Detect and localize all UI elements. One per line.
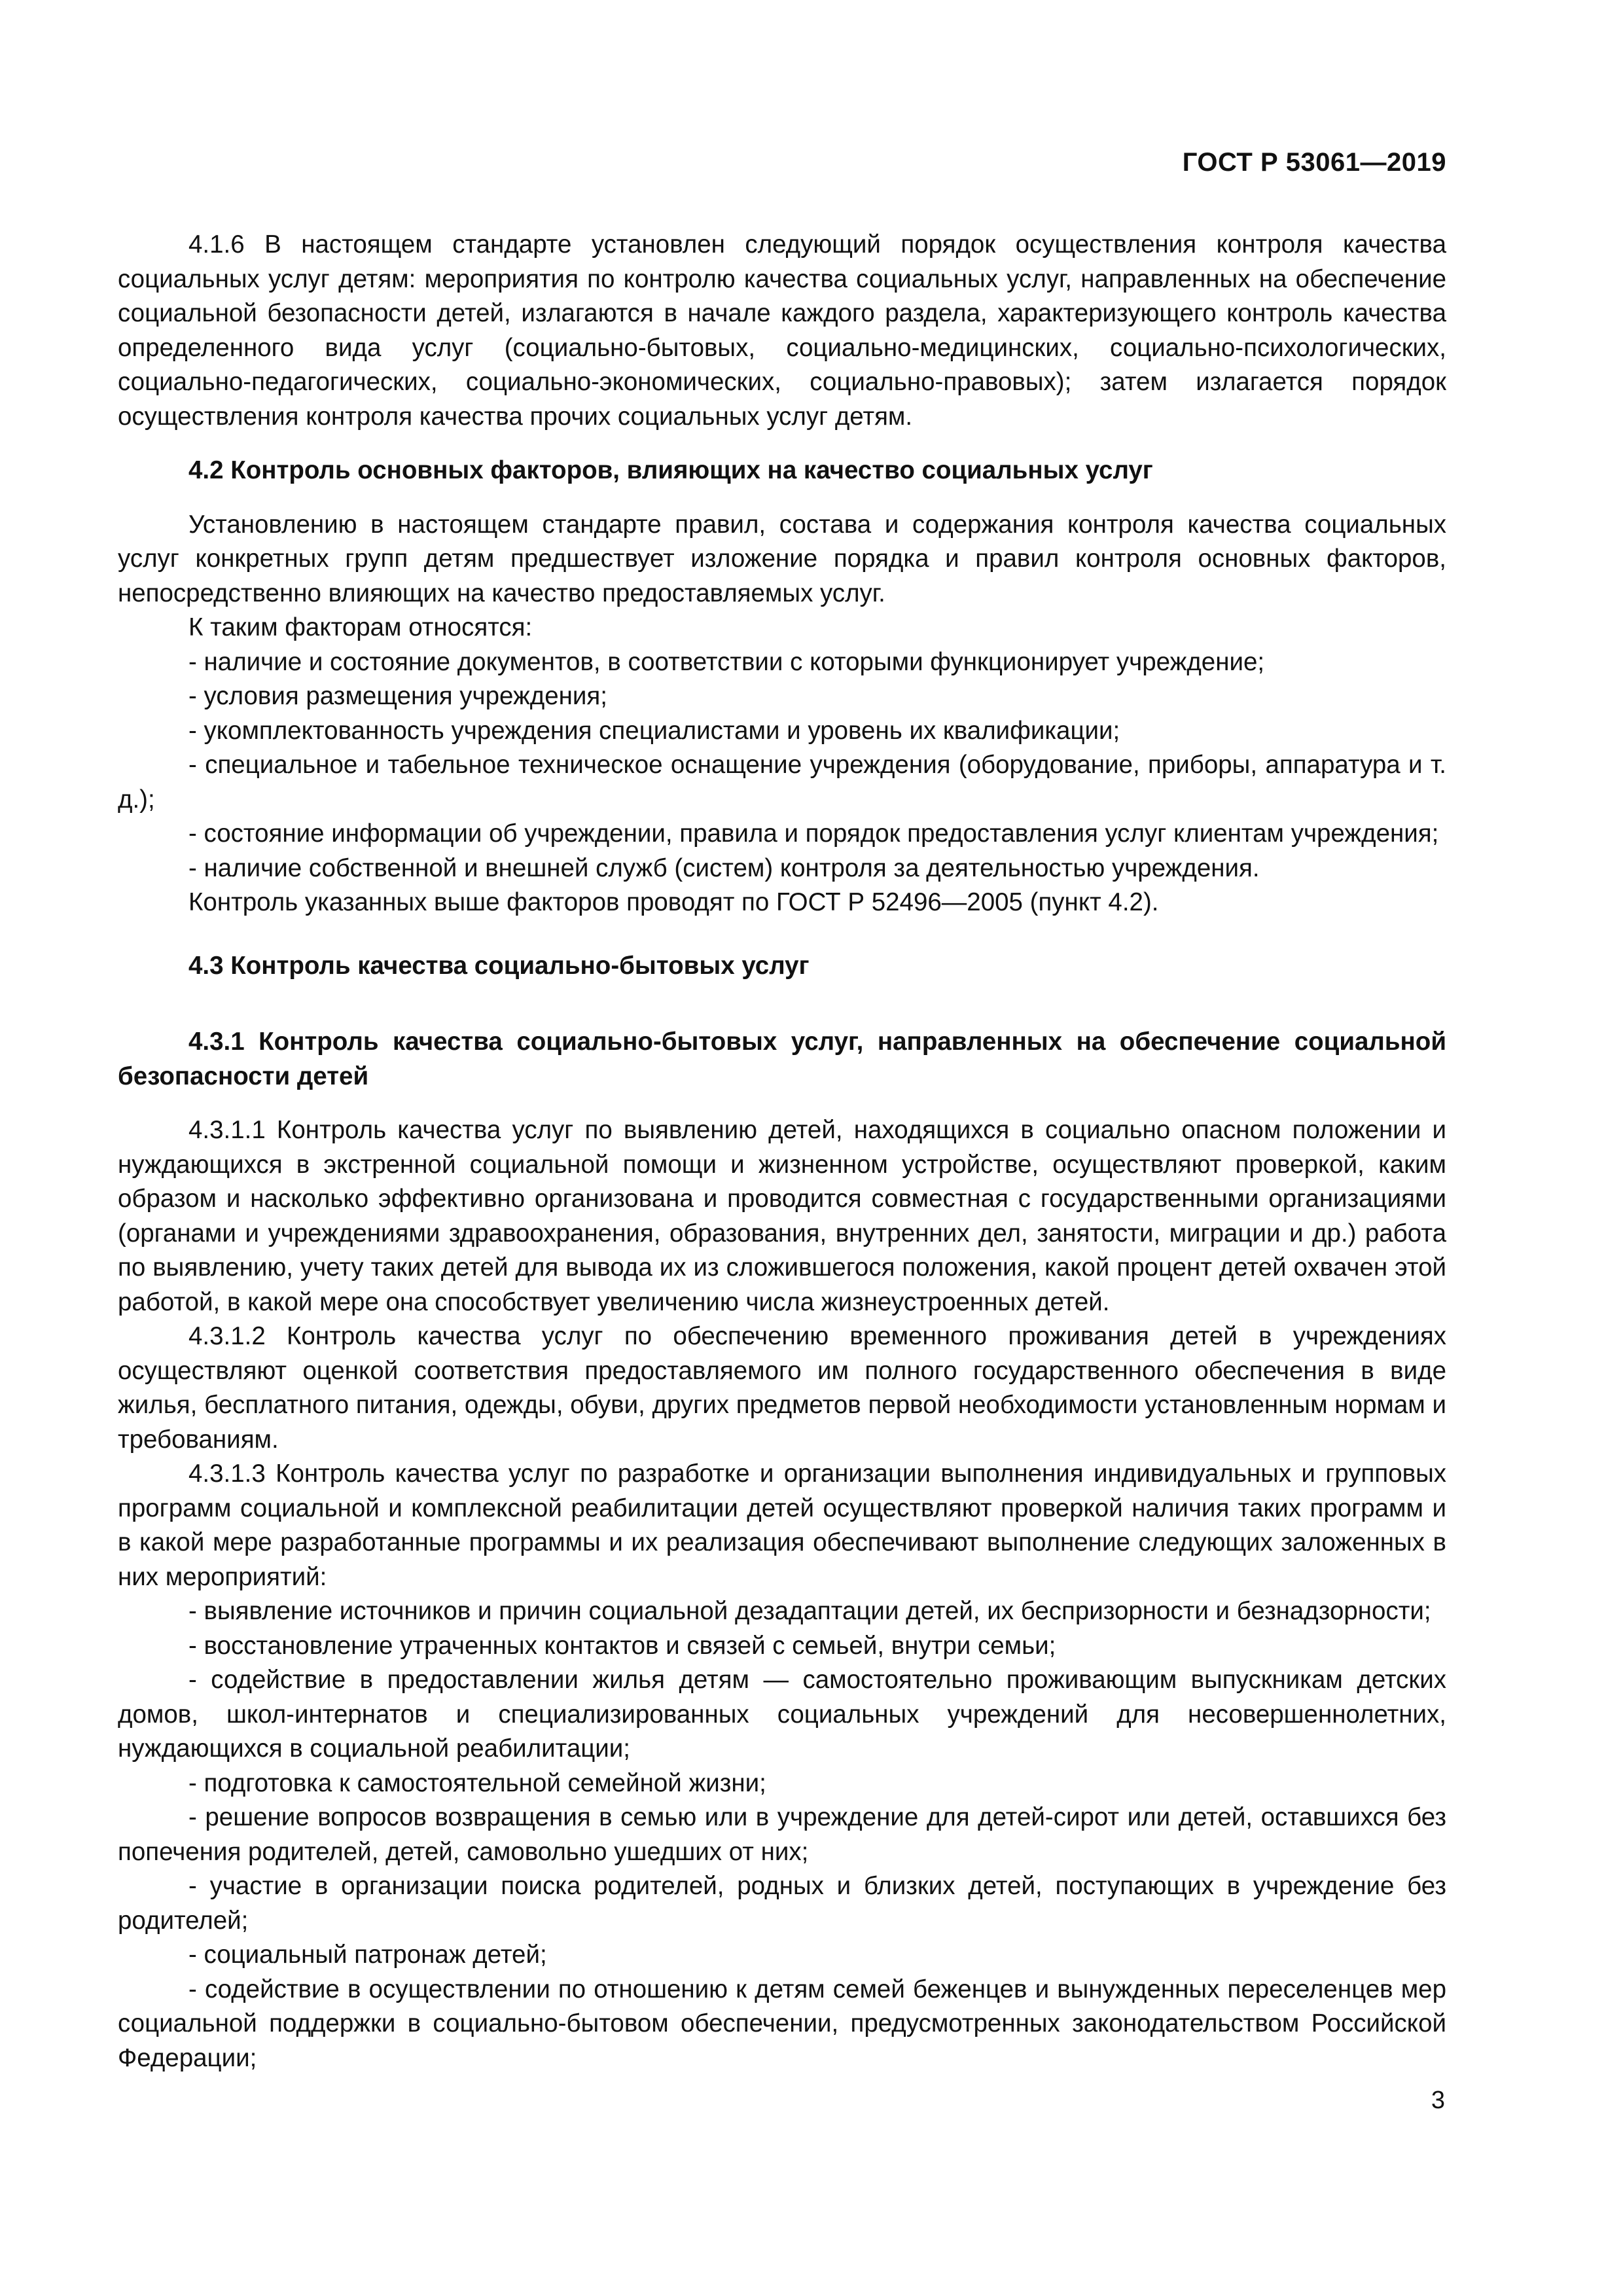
paragraph-4-1-6: 4.1.6 В настоящем стандарте установлен следующий порядок осуществления контроля качества социальных услуг детям: мероприятия по контролю качества социальных услуг, направленных на обеспечение социальной безопасности детей, излагаются в начале каждого раздела, характеризующего контроль качества определенного вида услуг (социально-бытовых, социально-медицинских, социально-психологических, социально-педагогических, социально-экономических, социально-правовых); затем излагается порядок осуществления контроля качества прочих социальных услуг детям. (118, 230, 1446, 431)
paragraph-4-2-intro: Установлению в настоящем стандарте правил, состава и содержания контроля качества социальных услуг конкретных групп детям предшествует изложение порядка и правил контроля основных факторов, непосредственно влияющих на качество предоставляемых услуг. (118, 510, 1446, 607)
list-item-measure: - решение вопросов возвращения в семью или в учреждение для детей-сирот или детей, оставшихся без попечения родителей, детей, самовольно ушедших от них; (118, 1803, 1446, 1866)
list-item-factor: - наличие собственной и внешней служб (систем) контроля за деятельностью учреждения. (188, 853, 1260, 882)
list-item-factor: - условия размещения учреждения; (188, 682, 607, 710)
list-item-measure: - выявление источников и причин социальной дезадаптации детей, их беспризорности и безнадзорности; (188, 1597, 1431, 1625)
document-body (118, 228, 1446, 2075)
heading-4-3-1: 4.3.1 Контроль качества социально-бытовых услуг, направленных на обеспечение социальной безопасности детей (118, 1028, 1446, 1090)
paragraph-4-3-1-1: 4.3.1.1 Контроль качества услуг по выявлению детей, находящихся в социально опасном положении и нуждающихся в экстренной социальной помощи и жизненном устройстве, осуществляют проверкой, каким образом и насколько эффективно организована и проводится совместная с государственными организациями (органами и учреждениями здравоохранения, образования, внутренних дел, занятости, миграции и др.) работа по выявлению, учету таких детей для вывода их из сложившегося положения, какой процент детей охвачен этой работой, в какой мере она способствует увеличению числа жизнеустроенных детей. (118, 1116, 1446, 1316)
list-item-measure: - подготовка к самостоятельной семейной жизни; (188, 1768, 766, 1797)
paragraph-4-3-1-2: 4.3.1.2 Контроль качества услуг по обеспечению временного проживания детей в учреждениях осуществляют оценкой соответствия предоставляемого им полного государственного обеспечения в виде жилья, бесплатного питания, одежды, обуви, других предметов первой необходимости установленным нормам и требованиям. (118, 1322, 1446, 1454)
paragraph-4-3-1-3: 4.3.1.3 Контроль качества услуг по разработке и организации выполнения индивидуальных и групповых программ социальной и комплексной реабилитации детей осуществляют проверкой наличия таких программ и в какой мере разработанные программы и их реализация обеспечивают выполнение следующих заложенных в них мероприятий: (118, 1460, 1446, 1591)
list-item-measure: - социальный патронаж детей; (188, 1941, 547, 1969)
list-item-factor: - наличие и состояние документов, в соответствии с которыми функционирует учреждение; (188, 647, 1265, 676)
paragraph-4-2-reference: Контроль указанных выше факторов проводят по ГОСТ Р 52496—2005 (пункт 4.2). (188, 888, 1159, 916)
list-item-factor: - состояние информации об учреждении, правила и порядок предоставления услуг клиентам учреждения; (188, 819, 1439, 848)
list-item-measure: - участие в организации поиска родителей, родных и близких детей, поступающих в учреждение без родителей; (118, 1872, 1446, 1935)
heading-4-2: 4.2 Контроль основных факторов, влияющих на качество социальных услуг (188, 456, 1153, 484)
list-item-measure: - содействие в предоставлении жилья детям — самостоятельно проживающим выпускникам детских домов, школ-интернатов и специализированных социальных учреждений для несовершеннолетних, нуждающихся в социальной реабилитации; (118, 1666, 1446, 1763)
heading-4-3: 4.3 Контроль качества социально-бытовых услуг (188, 951, 810, 980)
list-item-measure: - содействие в осуществлении по отношению к детям семей беженцев и вынужденных переселенцев мер социальной поддержки в социально-бытовом обеспечении, предусмотренных законодательством Российской Федерации; (118, 1975, 1446, 2072)
page-number: 3 (1431, 2087, 1445, 2114)
paragraph-4-2-lead: К таким факторам относятся: (188, 613, 533, 641)
document-code-header: ГОСТ Р 53061—2019 (1182, 148, 1446, 177)
list-item-measure: - восстановление утраченных контактов и связей с семьей, внутри семьи; (188, 1631, 1056, 1660)
list-item-factor: - укомплектованность учреждения специалистами и уровень их квалификации; (188, 716, 1120, 745)
list-item-factor: - специальное и табельное техническое оснащение учреждения (оборудование, приборы, аппаратура и т. д.); (118, 751, 1446, 814)
